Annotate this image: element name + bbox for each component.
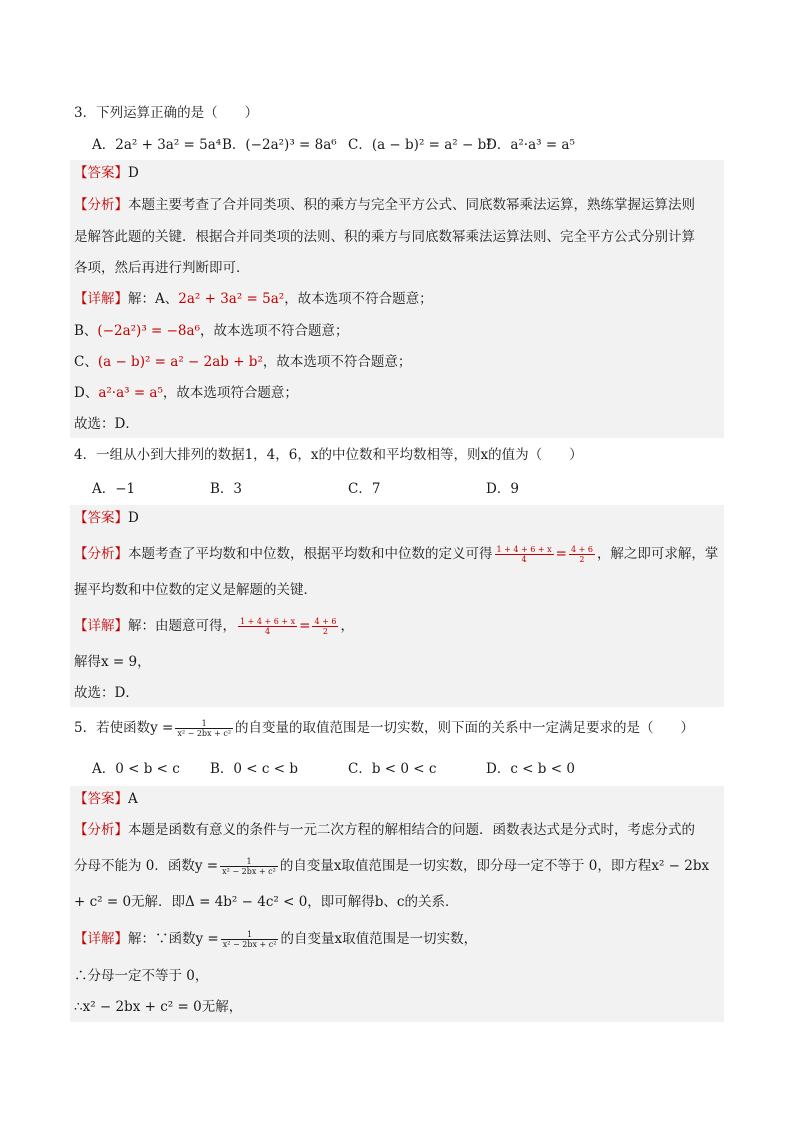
q3-option-a: A．2a² + 3a² = 5a⁴ xyxy=(92,137,222,153)
detail-tag: 【详解】 xyxy=(74,618,128,634)
q3-solution-block xyxy=(70,160,724,438)
q5-solution-block xyxy=(70,786,724,1022)
fraction xyxy=(495,545,554,564)
stem-suffix: 的自变量的取值范围是一切实数，则下面的关系中一定满足要求的是（ ） xyxy=(235,720,695,736)
fraction-numerator: 1 + 4 + 6 + x xyxy=(496,545,552,554)
fraction-denominator: x² − 2bx + c² xyxy=(177,729,232,738)
fraction xyxy=(312,617,338,636)
detail-math: (a − b)² = a² − 2ab + b² xyxy=(97,354,263,370)
detail-suffix: ，故本选项符合题意； xyxy=(162,385,298,401)
detail-prefix: C、 xyxy=(74,354,98,370)
q3-option-c: C．(a − b)² = a² − b² xyxy=(348,137,492,153)
detail-tag: 【详解】 xyxy=(74,291,128,307)
q5-detail-line-2: ∴分母一定不等于 0， xyxy=(74,968,209,984)
analysis-text: 分母不能为 0．函数y = xyxy=(74,858,219,874)
fraction-denominator: 2 xyxy=(579,555,585,564)
analysis-tag: 【分析】 xyxy=(74,822,128,838)
detail-suffix: 的自变量x取值范围是一切实数， xyxy=(280,931,478,947)
fraction-denominator: 4 xyxy=(521,555,527,564)
answer-value: D xyxy=(128,165,139,181)
fraction-denominator: x² − 2bx + c² xyxy=(222,940,277,949)
q4-solve: 解得x = 9， xyxy=(74,654,151,670)
analysis-text: ，解之即可求解，掌 xyxy=(596,546,719,562)
detail-suffix: ，故本选项不符合题意； xyxy=(262,354,412,370)
fraction-denominator: 4 xyxy=(265,627,271,636)
analysis-text: 的自变量x取值范围是一切实数，即分母一定不等于 0，即方程x² − 2bx xyxy=(279,858,710,874)
q5-option-d: D．c < b < 0 xyxy=(486,761,575,777)
detail-prefix: 解：由题意可得， xyxy=(128,618,236,634)
fraction xyxy=(175,719,233,738)
q5-detail-line-1 xyxy=(74,929,477,949)
detail-suffix: ， xyxy=(340,618,354,634)
q5-option-b: B．0 < c < b xyxy=(210,761,299,777)
question-3-stem: 3．下列运算正确的是（ ） xyxy=(74,105,259,121)
q5-answer xyxy=(74,789,138,809)
analysis-text: 本题考查了平均数和中位数，根据平均数和中位数的定义可得 xyxy=(128,546,493,562)
q5-analysis-line-3: + c² = 0无解．即Δ = 4b² − 4c² < 0，即可解得b、c的关系． xyxy=(74,894,459,910)
q3-choose: 故选：D． xyxy=(74,416,139,432)
answer-tag: 【答案】 xyxy=(74,510,128,526)
fraction-numerator: 1 xyxy=(175,719,233,729)
fraction-numerator: 1 + 4 + 6 + x xyxy=(240,617,296,626)
detail-prefix: 解：A、 xyxy=(128,291,179,307)
analysis-text: 本题主要考查了合并同类项、积的乘方与完全平方公式、同底数幂乘法运算，熟练掌握运算法则 xyxy=(128,197,695,213)
q3-option-d: D．a²·a³ = a⁵ xyxy=(486,137,575,153)
q4-answer xyxy=(74,508,139,528)
analysis-tag: 【分析】 xyxy=(74,546,128,562)
fraction-numerator: 4 + 6 xyxy=(570,545,593,554)
q5-detail-line-3: ∴x² − 2bx + c² = 0无解， xyxy=(74,999,243,1015)
answer-tag: 【答案】 xyxy=(74,165,128,181)
q4-option-c: C．7 xyxy=(348,481,381,497)
detail-prefix: 解：∵函数y = xyxy=(128,931,219,947)
q3-detail-line-c xyxy=(74,352,411,372)
detail-tag: 【详解】 xyxy=(74,931,128,947)
q4-analysis-line-1 xyxy=(74,544,718,564)
q4-option-b: B．3 xyxy=(210,481,243,497)
fraction-denominator: 2 xyxy=(322,627,328,636)
fraction-numerator: 4 + 6 xyxy=(314,617,337,626)
equals-sign: = xyxy=(555,546,567,562)
q3-detail-line-a xyxy=(74,289,433,309)
q4-solution-block xyxy=(70,505,724,707)
detail-prefix: D、 xyxy=(74,385,99,401)
fraction xyxy=(569,545,595,564)
fraction-denominator: x² − 2bx + c² xyxy=(222,867,276,876)
equals-sign: = xyxy=(299,618,311,634)
detail-suffix: ，故本选项不符合题意； xyxy=(284,291,433,307)
question-5-stem xyxy=(74,718,694,738)
q3-detail-line-d xyxy=(74,383,298,403)
q3-answer xyxy=(74,163,139,183)
fraction xyxy=(220,857,278,876)
q3-analysis-line-3: 各项，然后再进行判断即可． xyxy=(74,260,250,276)
fraction xyxy=(238,617,297,636)
q5-option-a: A．0 < b < c xyxy=(92,761,180,777)
fraction-numerator: 1 xyxy=(221,930,279,940)
q4-option-a: A．−1 xyxy=(92,481,136,497)
q3-analysis-line-2: 是解答此题的关键．根据合并同类项的法则、积的乘方与同底数幂乘法运算法则、完全平方公式分别计算 xyxy=(74,229,695,245)
q4-choose: 故选：D． xyxy=(74,685,139,701)
q5-option-c: C．b < 0 < c xyxy=(348,761,437,777)
question-4-stem: 4．一组从小到大排列的数据1，4，6，x的中位数和平均数相等，则x的值为（ ） xyxy=(74,447,583,463)
q3-detail-line-b xyxy=(74,321,348,341)
answer-value: D xyxy=(128,510,139,526)
answer-tag: 【答案】 xyxy=(74,791,128,807)
q5-analysis-line-1 xyxy=(74,820,695,840)
q4-analysis-line-2: 握平均数和中位数的定义是解题的关键． xyxy=(74,582,317,598)
q4-option-d: D．9 xyxy=(486,481,519,497)
q4-detail-line xyxy=(74,616,354,636)
q3-analysis-line-1 xyxy=(74,195,695,215)
detail-prefix: B、 xyxy=(74,323,98,339)
q3-option-b: B．(−2a²)³ = 8a⁶ xyxy=(222,137,337,153)
detail-math: a²·a³ = a⁵ xyxy=(98,385,163,401)
detail-suffix: ，故本选项不符合题意； xyxy=(199,323,349,339)
detail-math: 2a² + 3a² = 5a² xyxy=(178,291,285,307)
detail-math: (−2a²)³ = −8a⁶ xyxy=(97,323,200,339)
q5-analysis-line-2 xyxy=(74,856,709,876)
stem-prefix: 5．若使函数y = xyxy=(74,720,174,736)
answer-value: A xyxy=(128,791,138,807)
analysis-tag: 【分析】 xyxy=(74,197,128,213)
fraction xyxy=(221,930,279,949)
analysis-text: 本题是函数有意义的条件与一元二次方程的解相结合的问题．函数表达式是分式时，考虑分式的 xyxy=(128,822,695,838)
fraction-numerator: 1 xyxy=(220,857,278,867)
